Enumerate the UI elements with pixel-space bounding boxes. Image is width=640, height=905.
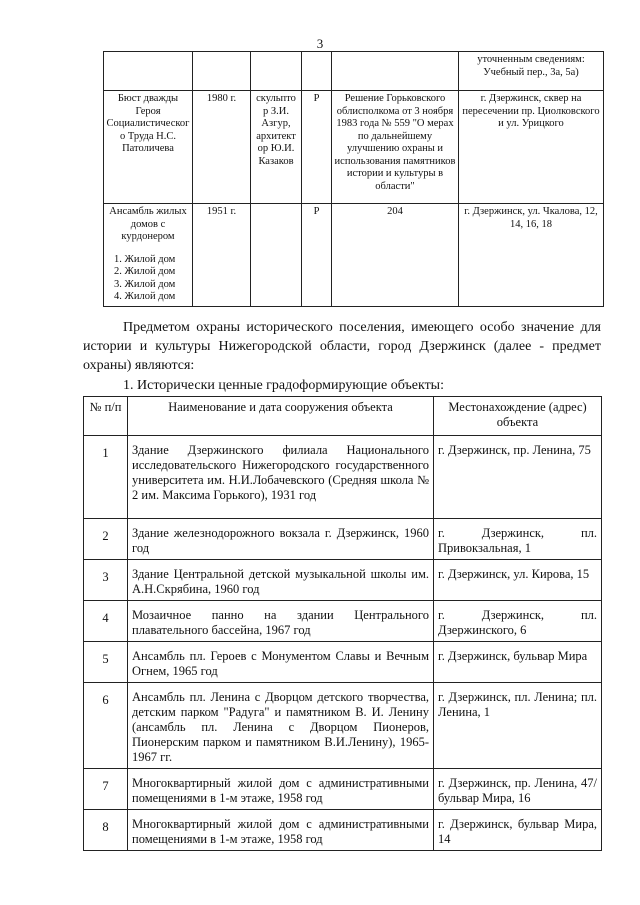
row-num: 7 [84,769,128,810]
protection-paragraph: Предметом охраны исторического поселения, имеющего особо значение для истории и культуры Нижегородской области, город Дзержинск (далее - предмет охраны) являются: [83,320,601,373]
list-item: 1. Жилой дом [114,253,176,265]
object-document: 204 [332,204,459,307]
object-author [251,204,302,307]
table-row [104,91,604,204]
header-location: Местонахождение (адрес) объекта [434,397,602,436]
monuments-table [103,51,604,307]
row-num: 8 [84,810,128,851]
table-row [84,601,602,642]
row-name: Мозаичное панно на здании Центрального плавательного бассейна, 1967 год [128,601,434,642]
row-num: 1 [84,436,128,519]
object-year: 1951 г. [193,204,251,307]
object-name: Бюст дважды Героя Социалистическог о Труда Н.С. Патоличева [104,91,193,204]
list-item: 2. Жилой дом [114,266,176,277]
table-header-row [84,397,602,436]
row-location: г. Дзержинск, пр. Ленина, 75 [434,436,602,519]
row-name: Здание железнодорожного вокзала г. Дзержинск, 1960 год [128,519,434,560]
row-num: 4 [84,601,128,642]
row-location: г. Дзержинск, бульвар Мира, 14 [434,810,602,851]
row-location: г. Дзержинск, ул. Кирова, 15 [434,560,602,601]
table-cell [193,52,251,91]
row-num: 2 [84,519,128,560]
row-location: г. Дзержинск, пл. Привокзальная, 1 [434,519,602,560]
row-name: Здание Дзержинского филиала Национального исследовательского Нижегородского государственного университета им. Н.И.Лобачевского (Средняя школа № 2 им. Максима Горького), 1931 год [128,436,434,519]
object-year: 1980 г. [193,91,251,204]
object-address: г. Дзержинск, ул. Чкалова, 12, 14, 16, 18 [459,204,604,307]
row-location: г. Дзержинск, пл. Дзержинского, 6 [434,601,602,642]
table-cell [251,52,302,91]
row-num: 6 [84,683,128,769]
continuation-cell: уточненным сведениям: Учебный пер., 3а, 5а) [459,52,604,91]
object-document: Решение Горьковского облисполкома от 3 ноября 1983 года № 559 "О мерах по дальнейшему улучшению охраны и использования памятников истории и культуры в области" [332,91,459,204]
table-row [84,560,602,601]
table-row [84,810,602,851]
object-name-cell [104,204,193,307]
city-objects-table [83,396,602,851]
row-name: Ансамбль пл. Героев с Монументом Славы и Вечным Огнем, 1965 год [128,642,434,683]
table-row [84,642,602,683]
row-name: Многоквартирный жилой дом с административными помещениями в 1-м этаже, 1958 год [128,810,434,851]
object-name: Ансамбль жилых домов с курдонером [109,206,187,242]
header-name: Наименование и дата сооружения объекта [128,397,434,436]
header-num: № п/п [84,397,128,436]
table-row [84,436,602,519]
row-name: Здание Центральной детской музыкальной школы им. А.Н.Скрябина, 1960 год [128,560,434,601]
table-row [84,683,602,769]
table-cell [104,52,193,91]
list-item: 3. Жилой дом [114,278,176,290]
object-address: г. Дзержинск, сквер на пересечении пр. Циолковского и ул. Урицкого [459,91,604,204]
object-category: Р [302,91,332,204]
object-author: скульпто р З.И. Азгур, архитект ор Ю.И. Казаков [251,91,302,204]
row-name: Многоквартирный жилой дом с административными помещениями в 1-м этаже, 1958 год [128,769,434,810]
table-cell [302,52,332,91]
row-location: г. Дзержинск, пл. Ленина; пл. Ленина, 1 [434,683,602,769]
page-number: 3 [316,36,324,51]
table-cell [332,52,459,91]
row-num: 5 [84,642,128,683]
section-heading: 1. Исторически ценные градоформирующие объекты: [123,378,444,393]
list-item: 4. Жилой дом [114,291,176,302]
table-row [84,769,602,810]
row-location: г. Дзержинск, пр. Ленина, 47/ бульвар Мира, 16 [434,769,602,810]
object-category: Р [302,204,332,307]
table-row [104,52,604,91]
table-row [84,519,602,560]
row-location: г. Дзержинск, бульвар Мира [434,642,602,683]
row-num: 3 [84,560,128,601]
row-name: Ансамбль пл. Ленина с Дворцом детского творчества, детским парком "Радуга" и памятником В. И. Ленину (ансамбль пл. Ленина с Дворцом Пионеров, Пионерским парком и памятником В.И.Ленину), 1965-1967 гг. [128,683,434,769]
table-row [104,204,604,307]
